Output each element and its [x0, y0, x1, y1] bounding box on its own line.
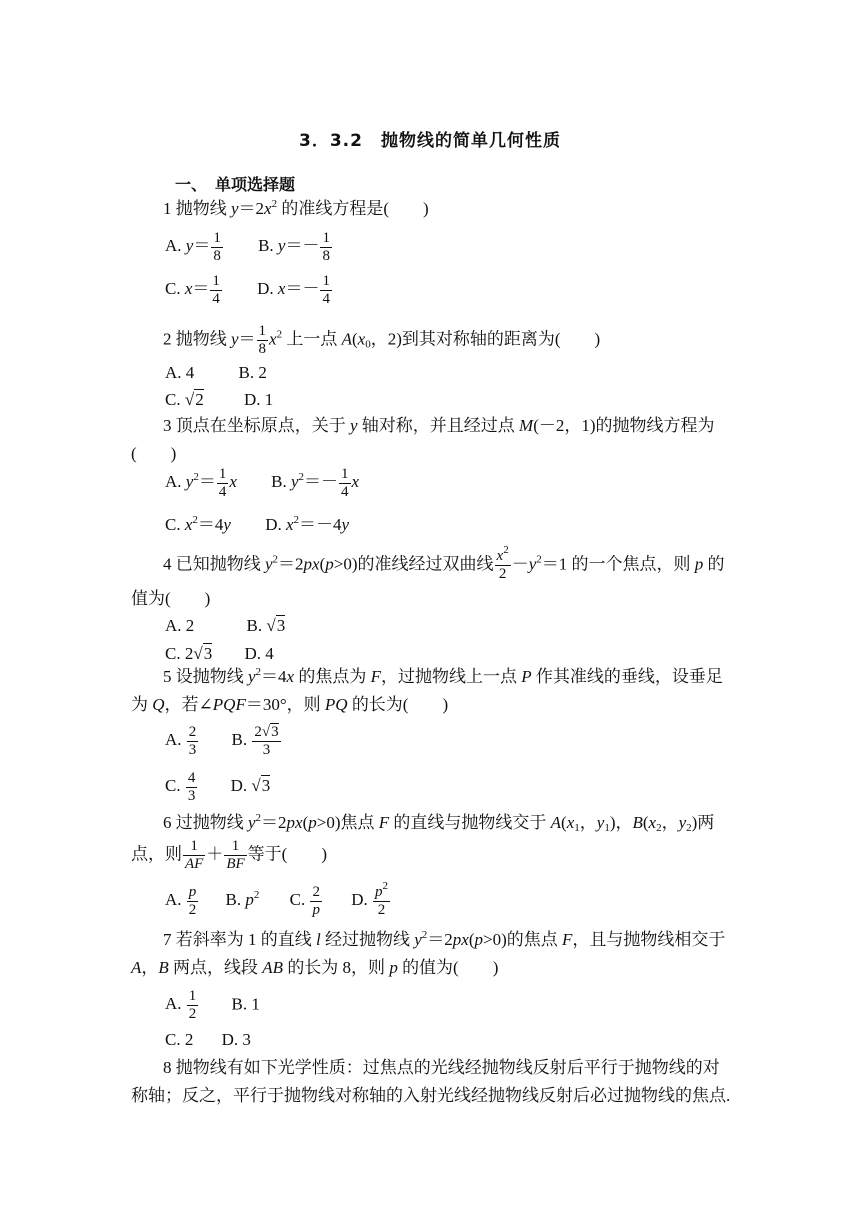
question-4-stem: 4 已知抛物线 $y^2=2px(p>0)$的准线经过双曲线 $\frac{x^2}{2}$ $-y^2=1$ 的一个焦点，则 p 的 — [163, 544, 725, 582]
option-a: A. y＝ $\frac{1}{8}$ — [165, 230, 221, 264]
page-title: 3．3.2 抛物线的简单几何性质 — [299, 131, 561, 151]
question-7-stem: 7 若斜率为 1 的直线 l 经过抛物线 $y^2=2px(p>0)$的焦点 F，且与抛物线相交于 — [163, 929, 726, 949]
option-c: C. $\frac{4}{3}$ — [165, 770, 196, 804]
question-6-stem: 6 过抛物线 $y^2=2px(p>0)$焦点 F 的直线与抛物线交于 $A(x_1$，$y_1$)，$B(x_2$，$y_2$)两 — [163, 812, 715, 834]
option-b: B. 2 — [238, 363, 267, 382]
question-4-options-ab — [165, 615, 285, 637]
question-7-options-cd — [165, 1029, 251, 1051]
option-b: B. $p^2$ — [225, 889, 260, 910]
question-3-options-ab — [165, 466, 359, 501]
question-2-stem: 2 抛物线 y＝ $\frac{1}{8}$ $x^2$ 上一点 $A(x_0$，2)到其对称轴的距离为( ) — [163, 323, 601, 357]
option-c: C. 2√3 — [165, 644, 213, 663]
question-2-options-ab — [165, 362, 267, 384]
option-b: B. $y^2=-$ $\frac{1}{4}$ x — [271, 466, 360, 500]
option-d: D. √3 — [230, 776, 271, 796]
question-3-options-cd — [165, 514, 349, 536]
question-5-options-cd — [165, 770, 270, 805]
option-c: C. $x^2=4y$ — [165, 514, 231, 534]
question-8-stem-cont: 称轴；反之，平行于抛物线对称轴的入射光线经抛物线反射后必过抛物线的焦点. — [131, 1086, 731, 1105]
question-7-stem-cont: A，B 两点，线段 AB 的长为 8，则 p 的值为( ) — [131, 958, 499, 977]
question-5-options-ab — [165, 724, 282, 759]
option-a: A. $\frac{2}{3}$ — [165, 724, 197, 758]
question-8-stem: 8 抛物线有如下光学性质：过焦点的光线经抛物线反射后平行于抛物线的对 — [163, 1058, 720, 1077]
option-c: C. √2 — [165, 390, 204, 409]
section-heading: 一、 单项选择题 — [175, 175, 296, 194]
question-4-options-cd — [165, 643, 274, 665]
option-c: C. x＝ $\frac{1}{4}$ — [165, 273, 220, 307]
option-b: B. y＝－ $\frac{1}{8}$ — [258, 230, 330, 264]
question-4-stem-cont: 值为( ) — [131, 589, 211, 608]
question-1-options-ab — [165, 230, 333, 265]
option-a: A. $\frac{1}{2}$ — [165, 988, 197, 1022]
option-c: C. 2 — [165, 1030, 194, 1049]
option-d: D. 4 — [244, 644, 274, 663]
option-a: A. $\frac{p}{2}$ — [165, 884, 197, 918]
question-3-stem: 3 顶点在坐标原点，关于 y 轴对称，并且经过点 M(－2，1)的抛物线方程为 — [163, 416, 715, 435]
option-d: D. 3 — [221, 1030, 251, 1049]
question-1-options-cd — [165, 273, 333, 308]
question-5-stem: 5 设抛物线 $y^2=4x$ 的焦点为 F，过抛物线上一点 P 作其准线的垂线，设垂足 — [163, 666, 723, 686]
option-d: D. $\frac{p^2}{2}$ — [351, 880, 388, 918]
question-5-stem-cont: 为 Q，若∠PQF＝30°，则 PQ 的长为( ) — [131, 695, 449, 714]
question-3-stem-cont: ( ) — [131, 444, 177, 463]
option-a: A. $y^2=$ $\frac{1}{4}$ x — [165, 466, 237, 500]
option-a: A. 2 — [165, 616, 195, 635]
question-6-options — [165, 880, 391, 919]
option-b: B. 1 — [231, 994, 260, 1014]
option-d: D. 1 — [243, 390, 274, 409]
option-a: A. 4 — [165, 363, 195, 382]
option-b: B. √3 — [246, 616, 286, 635]
option-d: D. x＝－ $\frac{1}{4}$ — [257, 273, 330, 307]
question-6-stem-cont: 点，则 $\frac{1}{AF}$ ＋ $\frac{1}{BF}$ 等于( ) — [131, 838, 327, 872]
question-2-options-cd — [165, 389, 273, 411]
question-7-options-ab — [165, 988, 260, 1023]
question-1-stem: 1 抛物线 $y=2x^2$ 的准线方程是( ) — [163, 198, 429, 218]
option-b: B. $\frac{2√3}{3}$ — [231, 724, 279, 758]
option-d: D. $x^2=-4y$ — [265, 514, 350, 534]
option-c: C. $\frac{2}{p}$ — [289, 884, 320, 918]
